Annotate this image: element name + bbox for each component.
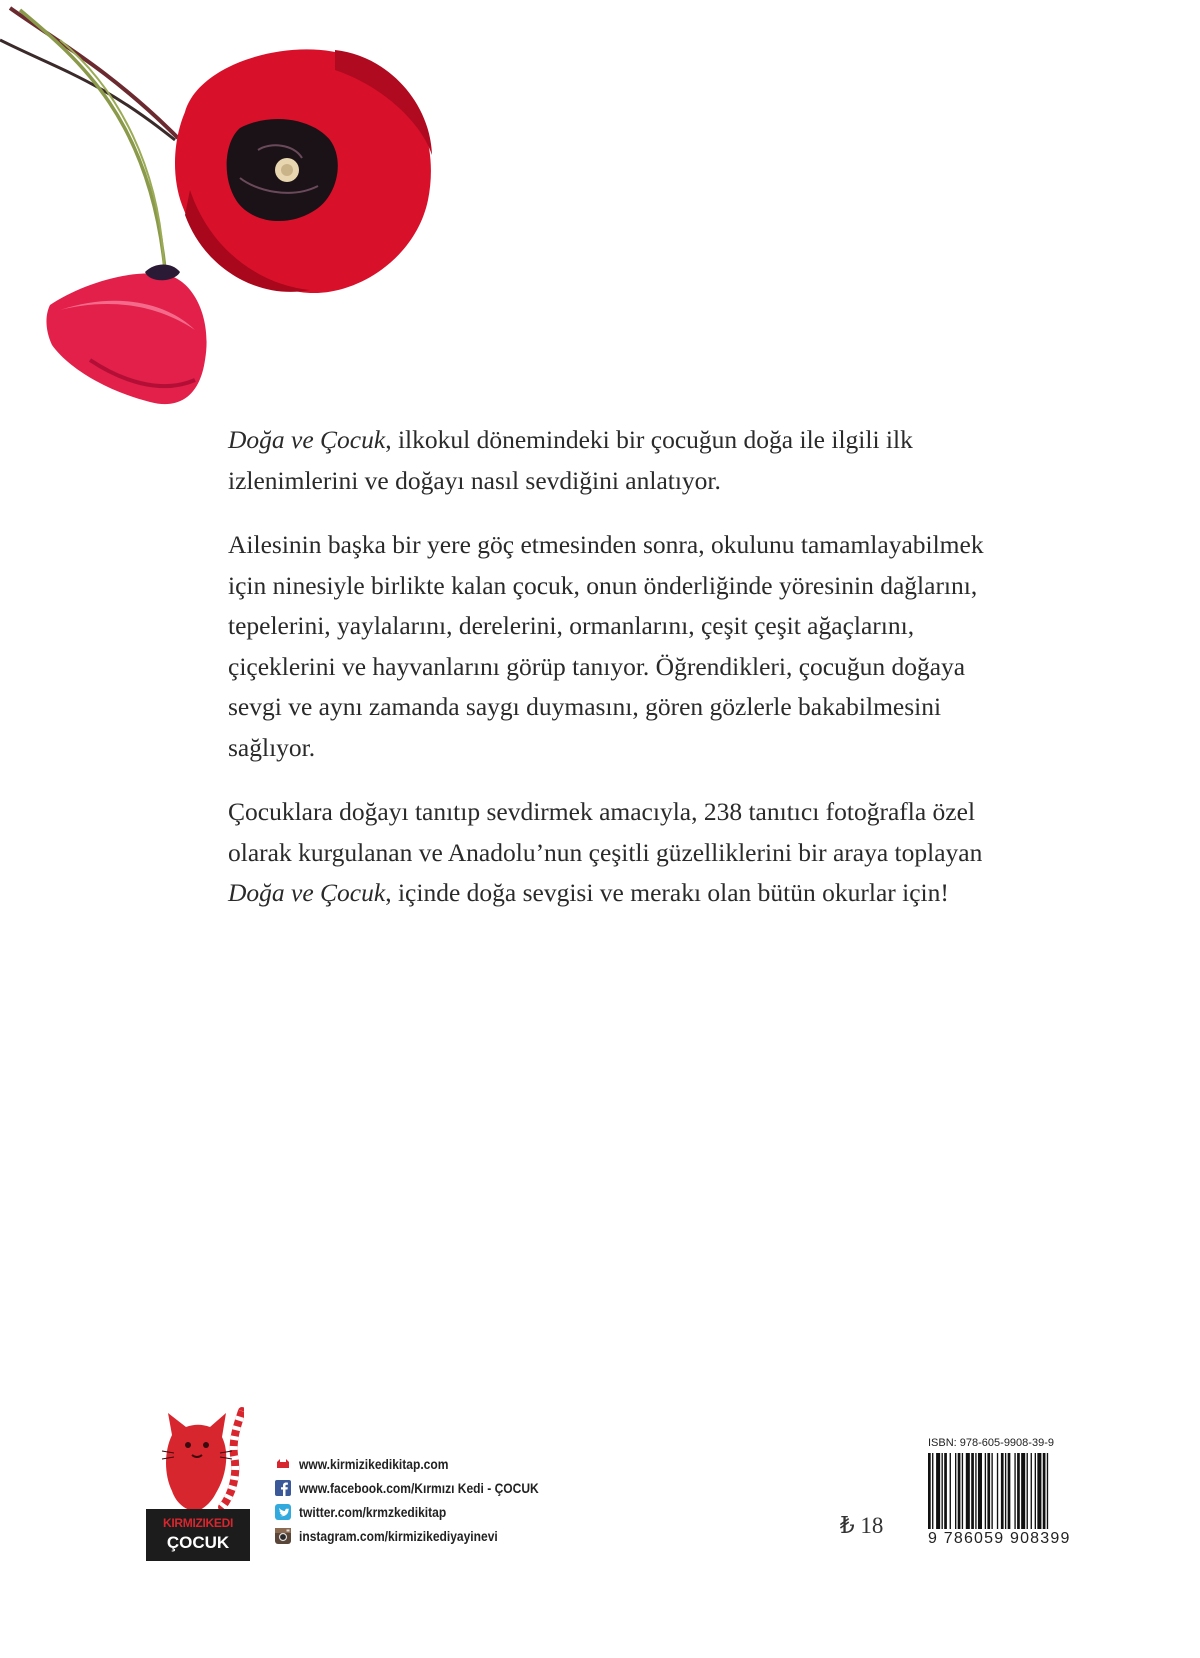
barcode-bar [942, 1453, 943, 1529]
poppy-bud-icon [46, 265, 206, 405]
back-cover-blurb [228, 420, 988, 938]
contact-website-text[interactable]: www.kirmizikedikitap.com [299, 1456, 449, 1472]
barcode-bar [1001, 1453, 1004, 1529]
barcode-bar [944, 1453, 947, 1529]
blurb-paragraph-3: Çocuklara doğayı tanıtıp sevdirmek amacıyla, 238 tanıtıcı fotoğrafla özel olarak kurgulanan ve Anadolu’nun çeşitli güzelliklerini bir araya toplayan Doğa ve Çocuk, içinde doğa sevgisi ve merakı olan bütün okurlar için! [228, 797, 983, 907]
contact-twitter-text[interactable]: twitter.com/krmzkedikitap [299, 1504, 447, 1520]
barcode-bar [1031, 1453, 1032, 1529]
blurb-paragraph-1: Doğa ve Çocuk, ilkokul dönemindeki bir çocuğun doğa ile ilgili ilk izlenimlerini ve doğayı nasıl sevdiğini anlatıyor. [228, 425, 913, 495]
publisher-wordmark [146, 1509, 250, 1561]
barcode-bar [958, 1453, 961, 1529]
barcode-bar [1037, 1453, 1041, 1529]
contact-instagram[interactable] [275, 1524, 578, 1548]
isbn-label: ISBN: 978-605-9908-39-9 [928, 1437, 1054, 1449]
barcode-bar [978, 1453, 982, 1529]
contact-twitter[interactable] [275, 1500, 578, 1524]
publisher-series: ÇOCUK [166, 1533, 230, 1552]
barcode-bar [1047, 1453, 1048, 1529]
barcode-bar [962, 1453, 963, 1529]
barcode-bar [932, 1453, 933, 1529]
barcode-digits: 9 786059 908399 [928, 1530, 1071, 1547]
facebook-icon [275, 1480, 291, 1496]
barcode-bar [1014, 1453, 1015, 1529]
barcode-bar [1021, 1453, 1025, 1529]
website-icon [275, 1456, 291, 1472]
book-title: Doğa ve Çocuk [228, 425, 386, 454]
barcode-bar [966, 1453, 970, 1529]
barcode-bar [1008, 1453, 1011, 1529]
barcode-bar [985, 1453, 986, 1529]
instagram-icon [275, 1528, 291, 1544]
open-poppy-icon [175, 49, 432, 293]
barcode-bar [975, 1453, 976, 1529]
barcode-bar [991, 1453, 992, 1529]
barcode-bar [987, 1453, 990, 1529]
contact-facebook[interactable] [275, 1476, 578, 1500]
isbn-barcode [928, 1453, 1088, 1529]
barcode-bar [1017, 1453, 1020, 1529]
contact-facebook-text[interactable]: www.facebook.com/Kırmızı Kedi - ÇOCUK [299, 1480, 539, 1496]
contact-links [275, 1452, 578, 1548]
barcode-bar [936, 1453, 940, 1529]
publisher-brand: KIRMIZIKEDI [162, 1516, 234, 1530]
barcode-bar [1027, 1453, 1028, 1529]
twitter-icon [275, 1504, 291, 1520]
barcode-bar [997, 1453, 998, 1529]
contact-website[interactable] [275, 1452, 578, 1476]
barcode-bar [955, 1453, 956, 1529]
barcode-bar [1035, 1453, 1036, 1529]
poppy-flowers-icon [0, 0, 460, 420]
red-cat-icon [160, 1405, 244, 1515]
publisher-logo [146, 1405, 250, 1561]
blurb-paragraph-2: Ailesinin başka bir yere göç etmesinden sonra, okulunu tamamlayabilmek için ninesiyle birlikte kalan çocuk, onun önderliğinde yöresinin dağlarını, tepelerini, yaylalarını, derelerini, ormanlarını, çeşit çeşit ağaçlarını, çiçeklerini ve hayvanlarını görüp tanıyor. Öğrendikleri, çocuğun doğaya sevgi ve aynı zamanda saygı duymasını, gören gözlerle bakabilmesini sağlıyor. [228, 530, 984, 762]
price-label: ₺ 18 [840, 1513, 884, 1538]
book-title: Doğa ve Çocuk [228, 878, 386, 907]
barcode-bar [1005, 1453, 1006, 1529]
contact-instagram-text[interactable]: instagram.com/kirmizikediyayinevi [299, 1528, 498, 1544]
barcode-bar [1043, 1453, 1046, 1529]
barcode-bar [928, 1453, 931, 1529]
barcode-bar [971, 1453, 974, 1529]
barcode-bar [950, 1453, 951, 1529]
